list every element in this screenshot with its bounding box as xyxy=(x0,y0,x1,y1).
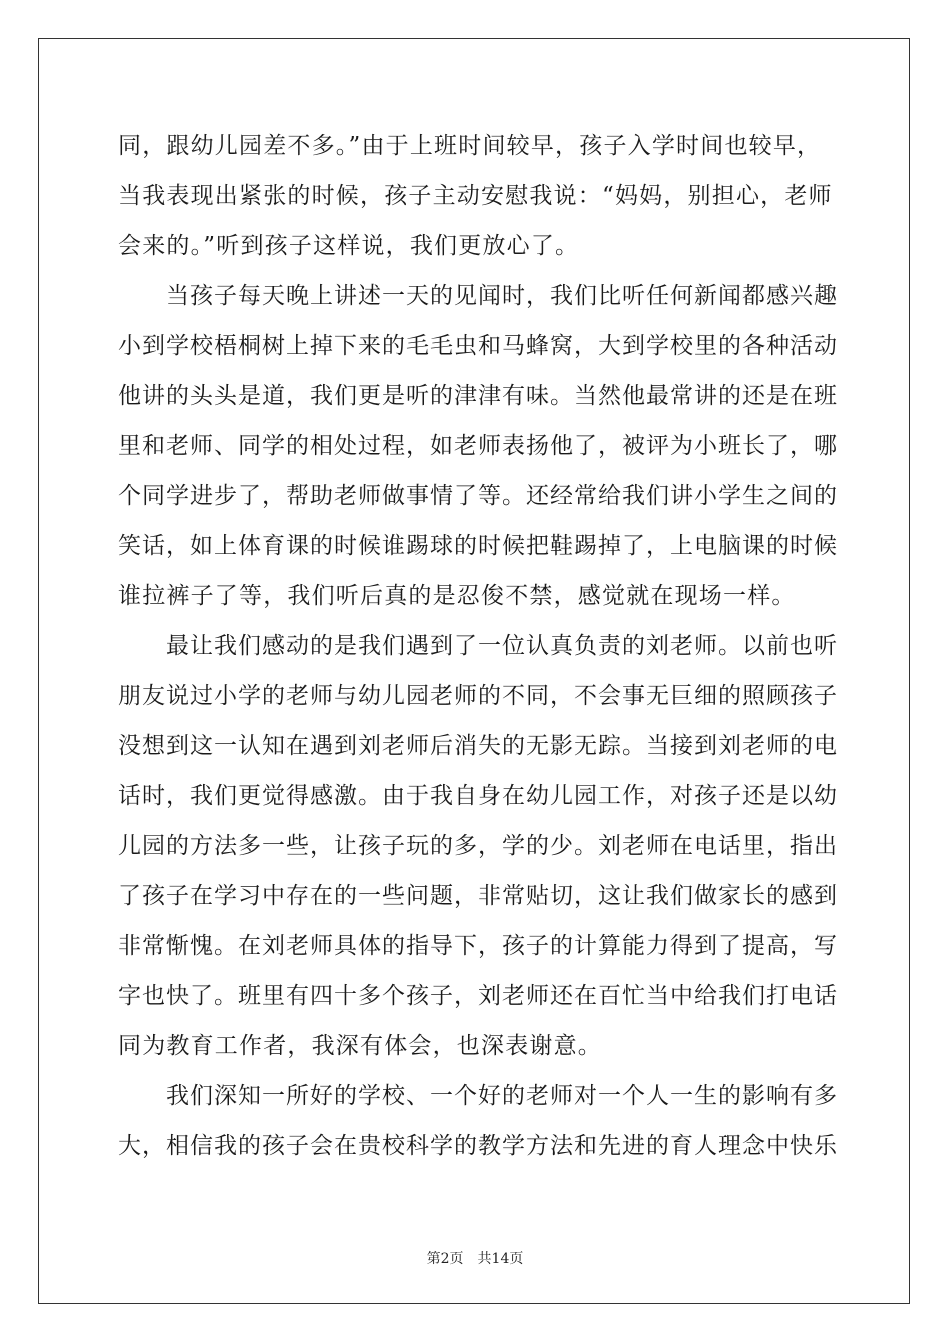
text-line: 儿园的方法多一些，让孩子玩的多，学的少。刘老师在电话里，指出 xyxy=(118,833,838,859)
text-line: 了孩子在学习中存在的一些问题，非常贴切，这让我们做家长的感到 xyxy=(118,883,838,909)
text-line: 谁拉裤子了等，我们听后真的是忍俊不禁，感觉就在现场一样。 xyxy=(118,583,796,609)
text-line: 当我表现出紧张的时候，孩子主动安慰我说：“妈妈，别担心，老师 xyxy=(118,183,833,209)
text-line: 朋友说过小学的老师与幼儿园老师的不同，不会事无巨细的照顾孩子 xyxy=(118,683,838,709)
text-line: 我们深知一所好的学校、一个好的老师对一个人一生的影响有多 xyxy=(118,1083,838,1109)
text-line: 没想到这一认知在遇到刘老师后消失的无影无踪。当接到刘老师的电 xyxy=(118,733,838,759)
text-line: 同为教育工作者，我深有体会，也深表谢意。 xyxy=(118,1033,602,1059)
text-line: 非常惭愧。在刘老师具体的指导下，孩子的计算能力得到了提高，写 xyxy=(118,933,838,959)
text-line: 里和老师、同学的相处过程，如老师表扬他了，被评为小班长了，哪 xyxy=(118,433,838,459)
text-line: 话时，我们更觉得感激。由于我自身在幼儿园工作，对孩子还是以幼 xyxy=(118,783,838,809)
text-line: 最让我们感动的是我们遇到了一位认真负责的刘老师。以前也听 xyxy=(118,633,838,659)
page-number-footer: 第2页 共14页 xyxy=(426,1251,524,1267)
page-frame xyxy=(38,38,910,1304)
text-line: 个同学进步了，帮助老师做事情了等。还经常给我们讲小学生之间的 xyxy=(118,483,838,509)
text-line: 他讲的头头是道，我们更是听的津津有味。当然他最常讲的还是在班 xyxy=(118,383,838,409)
text-line: 小到学校梧桐树上掉下来的毛毛虫和马蜂窝，大到学校里的各种活动 xyxy=(118,333,838,359)
text-line: 大，相信我的孩子会在贵校科学的教学方法和先进的育人理念中快乐 xyxy=(118,1133,838,1159)
text-line: 字也快了。班里有四十多个孩子，刘老师还在百忙当中给我们打电话 xyxy=(118,983,838,1009)
text-line: 当孩子每天晚上讲述一天的见闻时，我们比听任何新闻都感兴趣 xyxy=(118,283,838,309)
text-line: 笑话，如上体育课的时候谁踢球的时候把鞋踢掉了，上电脑课的时候 xyxy=(118,533,838,559)
text-line: 会来的。”听到孩子这样说，我们更放心了。 xyxy=(118,233,580,259)
text-line: 同，跟幼儿园差不多。”由于上班时间较早，孩子入学时间也较早， xyxy=(118,133,822,159)
